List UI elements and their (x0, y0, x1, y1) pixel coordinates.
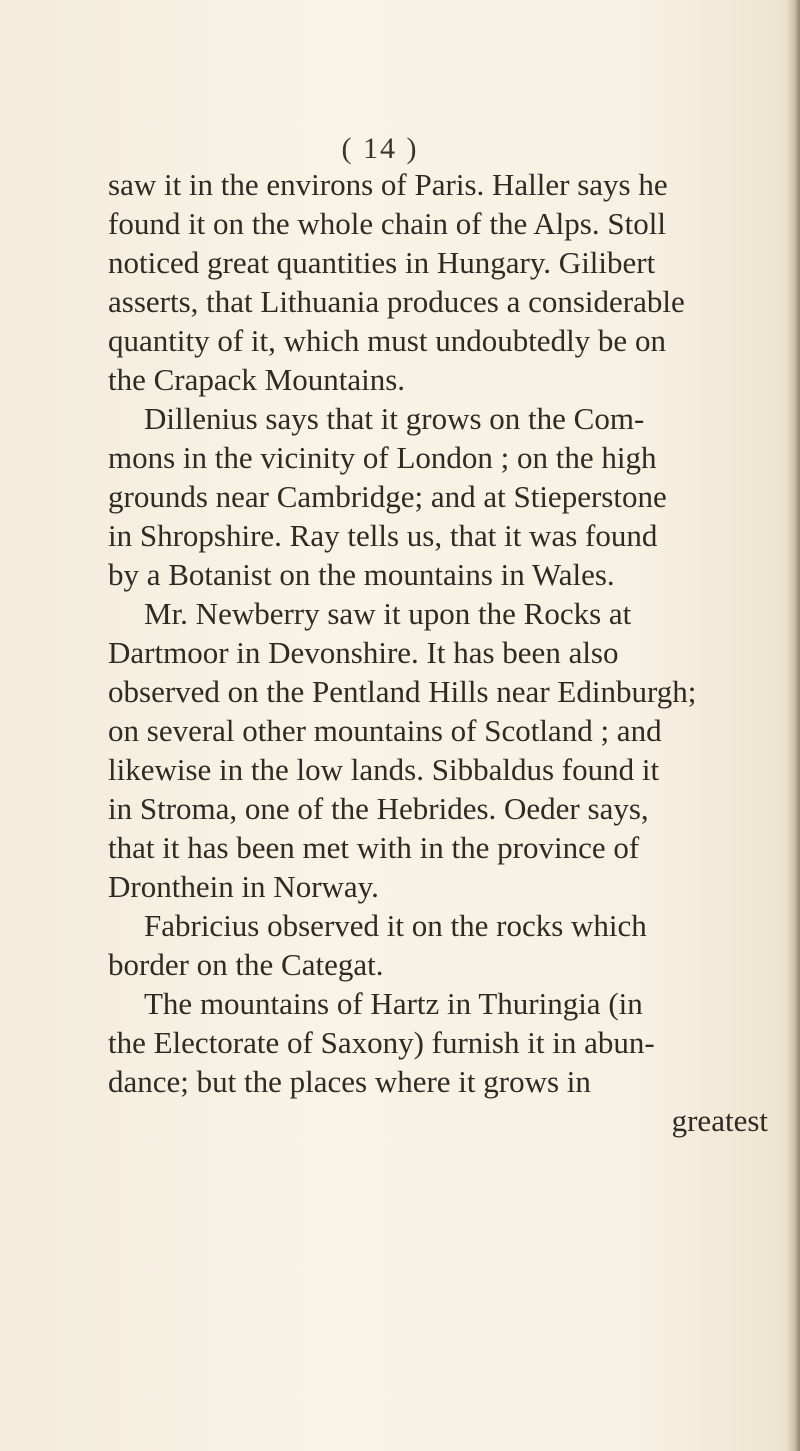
text-line: saw it in the environs of Paris. Haller says he (108, 167, 668, 202)
text-line: mons in the vicinity of London ; on the high (108, 440, 657, 475)
text-line: by a Botanist on the mountains in Wales. (108, 557, 615, 592)
text-line: grounds near Cambridge; and at Stieperstone (108, 479, 667, 514)
page-number: ( 14 ) (341, 132, 419, 165)
text-line: the Crapack Mountains. (108, 362, 406, 397)
text-line: border on the Categat. (108, 947, 384, 982)
text-line: Dronthein in Norway. (108, 869, 379, 904)
text-line: the Electorate of Saxony) furnish it in abun- (108, 1025, 655, 1060)
page-edge-shadow (786, 0, 800, 1451)
text-line: likewise in the low lands. Sibbaldus found it (108, 752, 660, 787)
body-text (108, 165, 768, 1140)
text-line: that it has been met with in the province of (108, 830, 640, 865)
catchword: greatest (671, 1103, 768, 1138)
paragraph-start-line: Fabricius observed it on the rocks which (144, 908, 647, 943)
text-line: dance; but the places where it grows in (108, 1064, 591, 1099)
text-line: quantity of it, which must undoubtedly be on (108, 323, 666, 358)
text-line: in Shropshire. Ray tells us, that it was found (108, 518, 658, 553)
text-line: observed on the Pentland Hills near Edinburgh; (108, 674, 697, 709)
paragraph-start-line: Dillenius says that it grows on the Com- (144, 401, 645, 436)
text-line: noticed great quantities in Hungary. Gilibert (108, 245, 656, 280)
paragraph-start-line: The mountains of Hartz in Thuringia (in (144, 986, 643, 1021)
text-line: asserts, that Lithuania produces a considerable (108, 284, 685, 319)
paragraph-start-line: Mr. Newberry saw it upon the Rocks at (144, 596, 632, 631)
text-line: found it on the whole chain of the Alps. Stoll (108, 206, 666, 241)
text-line: in Stroma, one of the Hebrides. Oeder says, (108, 791, 649, 826)
text-line: on several other mountains of Scotland ; and (108, 713, 662, 748)
text-line: Dartmoor in Devonshire. It has been also (108, 635, 619, 670)
